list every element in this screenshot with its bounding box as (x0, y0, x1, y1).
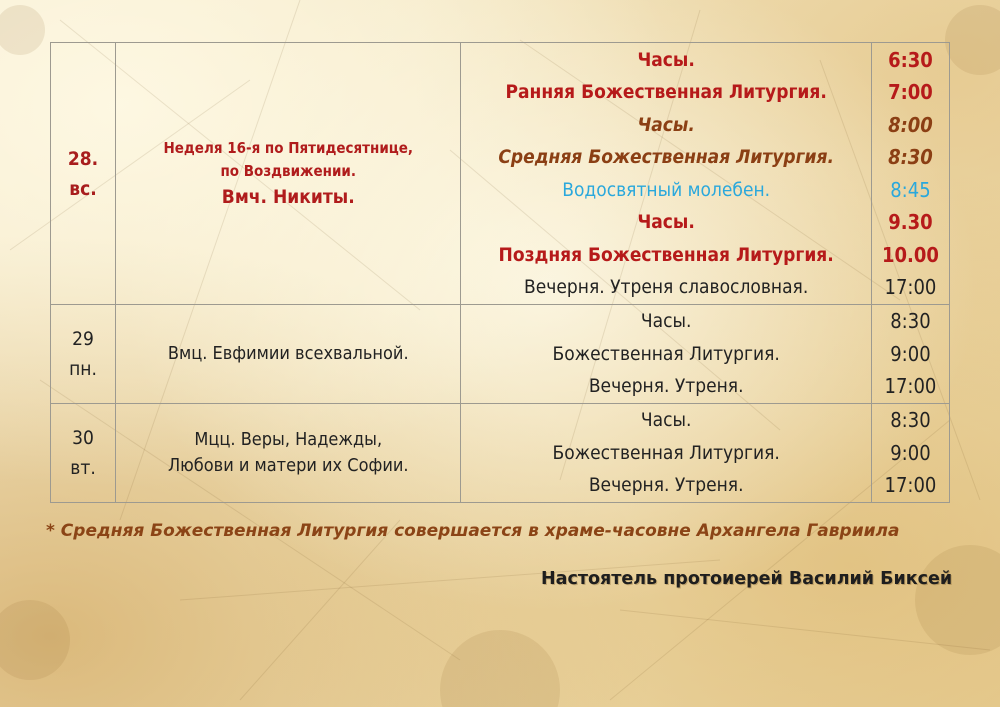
date-cell (51, 43, 116, 305)
feast-saint: Вмч. Никиты. (221, 185, 355, 208)
service-name: Ранняя Божественная Литургия. (505, 81, 827, 103)
service-time: 9:00 (890, 341, 931, 366)
service-time: 17:00 (884, 374, 937, 399)
feast-line: Вмц. Евфимии всехвальной. (167, 343, 409, 364)
footnote: * Средняя Божественная Литургия совершается в храме-часовне Архангела Гавриила (46, 521, 900, 541)
service-time: 8:30 (888, 145, 933, 169)
service-time: 7:00 (888, 80, 933, 104)
service-time: 17:00 (884, 275, 937, 299)
service-name: Средняя Божественная Литургия. (498, 146, 834, 168)
times-cell (871, 404, 949, 503)
service-name: Вечерня. Утреня славословная. (524, 276, 809, 298)
times-cell (871, 305, 949, 404)
feast-cell (116, 305, 461, 404)
service-time: 6:30 (888, 47, 933, 72)
feast-cell (116, 404, 461, 503)
date-weekday: пн. (69, 358, 97, 380)
times-cell (871, 43, 949, 305)
service-name: Часы. (637, 211, 695, 233)
service-time: 8:00 (888, 112, 933, 137)
service-time: 8:45 (890, 177, 931, 202)
date-cell (51, 305, 116, 404)
services-cell (461, 404, 871, 503)
date-number: 28. (67, 147, 99, 170)
service-time: 8:30 (890, 309, 931, 334)
service-name: Поздняя Божественная Литургия. (498, 243, 834, 266)
feast-line: Неделя 16-я по Пятидесятнице, (163, 138, 414, 157)
service-time: 9:00 (890, 440, 931, 465)
services-cell (461, 43, 871, 305)
service-name: Божественная Литургия. (552, 342, 780, 365)
date-number: 29 (72, 328, 94, 350)
service-name: Божественная Литургия. (552, 441, 780, 464)
schedule-table (50, 42, 950, 503)
feast-line: Мцц. Веры, Надежды, (194, 429, 383, 450)
service-time: 17:00 (884, 473, 937, 498)
service-time: 9.30 (888, 210, 933, 234)
service-name: Часы. (637, 48, 695, 71)
service-time: 10.00 (881, 242, 939, 267)
service-name: Вечерня. Утреня. (588, 474, 744, 497)
rector-signature: Настоятель протоиерей Василий Биксей (541, 569, 953, 589)
feast-line: Любови и матери их Софии. (167, 455, 409, 476)
service-name: Часы. (640, 310, 692, 333)
date-number: 30 (72, 427, 94, 449)
date-weekday: вт. (70, 457, 96, 479)
feast-cell (116, 43, 461, 305)
service-name: Часы. (637, 113, 695, 136)
feast-line: по Воздвижении. (220, 161, 357, 180)
service-name: Часы. (640, 409, 692, 432)
schedule-row-29 (51, 305, 950, 404)
service-name: Водосвятный молебен. (562, 178, 771, 201)
date-cell (51, 404, 116, 503)
service-name: Вечерня. Утреня. (588, 375, 744, 398)
date-weekday: вс. (69, 177, 97, 200)
services-cell (461, 305, 871, 404)
schedule-row-30 (51, 404, 950, 503)
schedule-row-28 (51, 43, 950, 305)
service-time: 8:30 (890, 408, 931, 433)
